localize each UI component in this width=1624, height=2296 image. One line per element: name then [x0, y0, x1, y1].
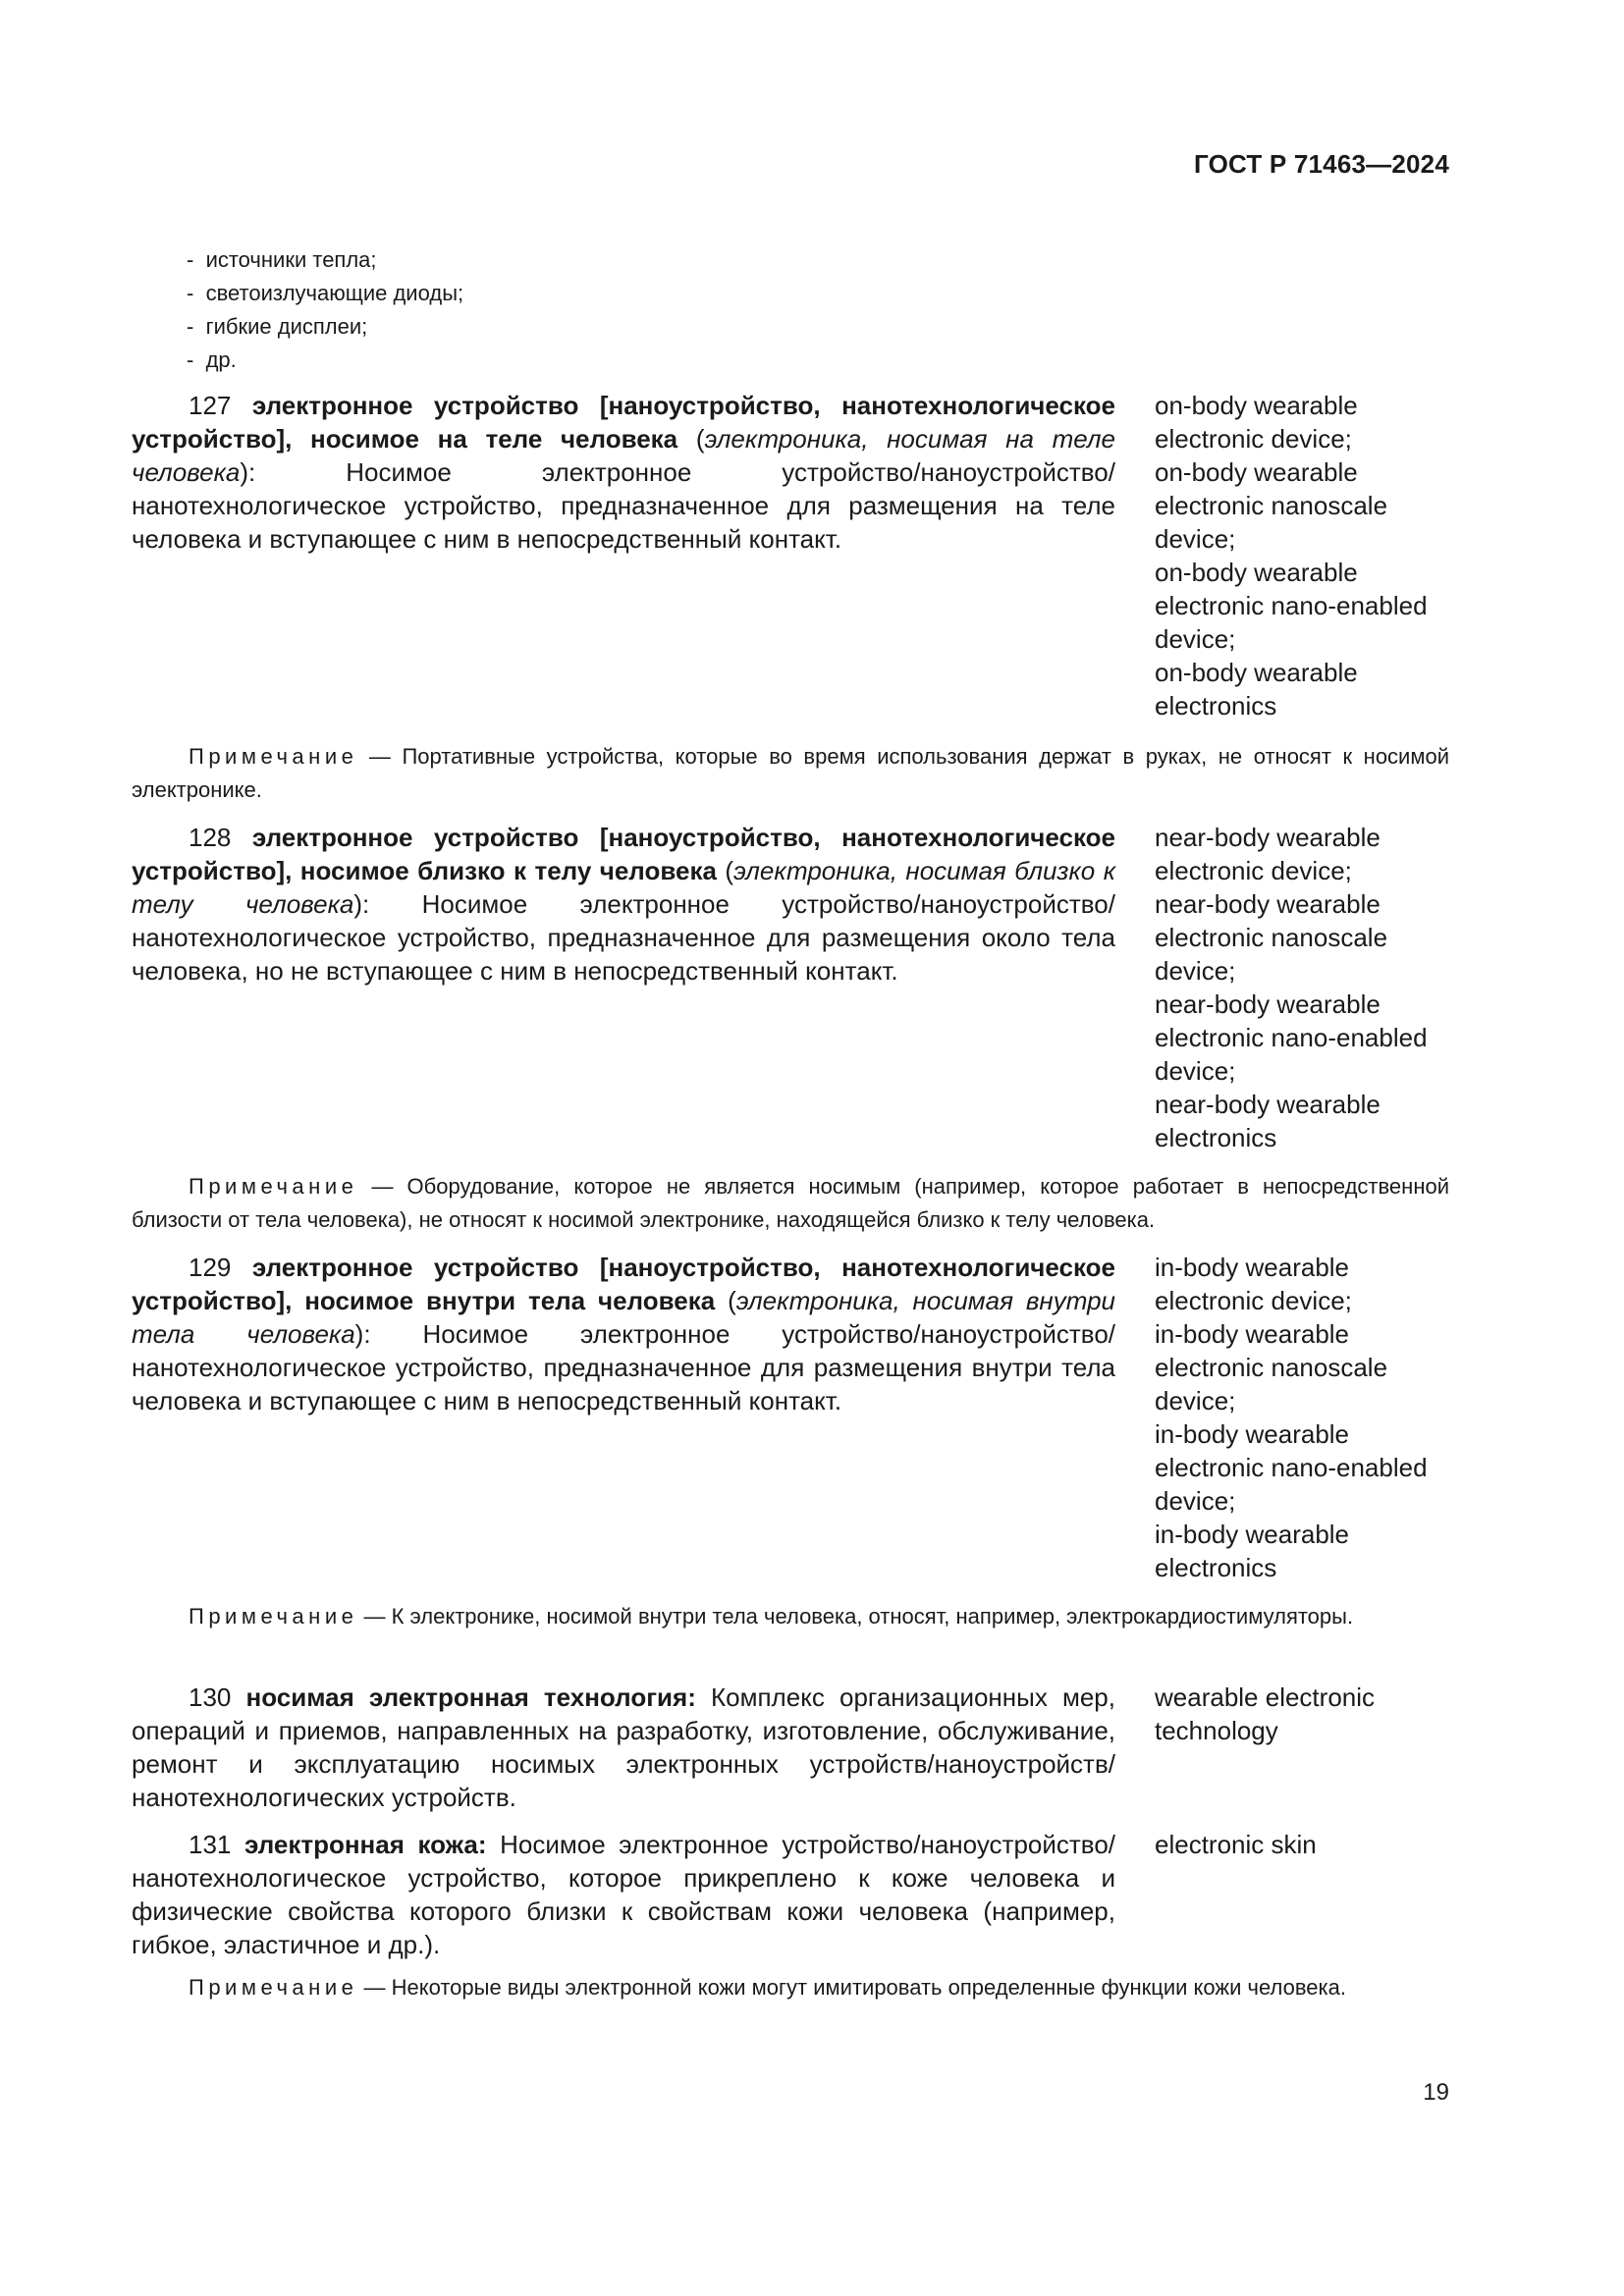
term-synonym: электроника, носимая на теле человека [132, 424, 1116, 487]
en-term: wearable electronic technology [1155, 1682, 1376, 1745]
note-label: Примечание [189, 1604, 358, 1629]
en-term: on-body wearable electronic nanoscale device; [1155, 457, 1388, 554]
en-term: near-body wearable electronics [1155, 1090, 1380, 1152]
en-term: on-body wearable electronic device; [1155, 391, 1358, 454]
en-term: in-body wearable electronic device; [1155, 1253, 1352, 1315]
note-label: Примечание [189, 744, 358, 769]
term-number: 130 [189, 1682, 232, 1712]
term-definition-text: Носимое электронное устройство/наноустройство/нанотехнологическое устройство, предназначенное для размещения внутри тела человека и вступающее с ним в непосредственный контакт. [132, 1319, 1115, 1415]
en-term: on-body wearable electronics [1155, 658, 1358, 721]
term-definition-ru: 128 электронное устройство [наноустройство, нанотехнологическое устройство], носимое близко к телу человека (электроника, носимая близко к телу человека): Носимое электронное устройство/наноустройство/нанотехнологическое устройство, предназначенное для размещения около тела человека, но не вступающее с ним в непосредственный контакт. [132, 823, 1115, 986]
term-entry-127 [132, 389, 1449, 722]
en-term: on-body wearable electronic nano-enabled device; [1155, 558, 1428, 654]
note-label: Примечание [189, 1174, 358, 1199]
page-number: 19 [1423, 2079, 1449, 2106]
term-number: 131 [189, 1830, 232, 1859]
term-equivalent-en [1155, 389, 1449, 722]
term-equivalent-en [1155, 1681, 1449, 1814]
term-title: электронное устройство [наноустройство, нанотехнологическое устройство], носимое внутри тела человека [132, 1253, 1115, 1315]
list-item: - источники тепла; [187, 243, 463, 277]
term-definition-ru [132, 1681, 1115, 1814]
note [132, 1971, 1449, 2004]
note-text: — Некоторые виды электронной кожи могут имитировать определенные функции кожи человека. [363, 1975, 1346, 2000]
en-term: near-body wearable electronic device; [1155, 823, 1380, 885]
list-item: - гибкие дисплеи; [187, 310, 463, 344]
note-label: Примечание [189, 1975, 358, 2000]
term-definition-text: Носимое электронное устройство/наноустройство/нанотехнологическое устройство, предназначенное для размещения около тела человека, но не вступающее с ним в непосредственный контакт. [132, 889, 1115, 986]
document-id: ГОСТ Р 71463—2024 [1194, 149, 1449, 179]
en-term: electronic skin [1155, 1830, 1317, 1859]
term-entry-128 [132, 821, 1449, 1154]
en-term: in-body wearable electronic nanoscale device; [1155, 1319, 1388, 1415]
term-title: носимая электронная технология: [245, 1682, 696, 1712]
term-synonym: электроника, носимая внутри тела человека [132, 1286, 1115, 1349]
term-definition-ru: 127 электронное устройство [наноустройство, нанотехнологическое устройство], носимое на теле человека (электроника, носимая на теле человека): Носимое электронное устройство/наноустройство/нанотехнологическое устройство, предназначенное для размещения на теле человека и вступающее с ним в непосредственный контакт. [132, 391, 1116, 554]
term-definition-text: Носимое электронное устройство/наноустройство/нанотехнологическое устройство, которое прикреплено к коже человека и физические свойства которого близки к свойствам кожи человека (например, гибкое, эластичное и др.). [132, 1830, 1116, 1959]
term-number: 128 [189, 823, 232, 852]
term-entry-131 [132, 1828, 1449, 1961]
term-entry-130 [132, 1681, 1449, 1814]
term-definition-text: Комплекс организационных мер, операций и приемов, направленных на разработку, изготовление, обслуживание, ремонт и эксплуатацию носимых электронных устройств/наноустройств/нанотехнологических устройств. [132, 1682, 1115, 1812]
term-entry-129 [132, 1251, 1449, 1584]
en-term: in-body wearable electronics [1155, 1520, 1350, 1582]
term-title: электронное устройство [наноустройство, нанотехнологическое устройство], носимое близко к телу человека [132, 823, 1115, 885]
list-item: - др. [187, 344, 463, 377]
term-equivalent-en [1155, 1251, 1449, 1584]
term-equivalent-en [1155, 1828, 1449, 1961]
term-synonym: электроника, носимая близко к телу человека [132, 856, 1115, 919]
term-definition-text: Носимое электронное устройство/наноустройство/нанотехнологическое устройство, предназначенное для размещения на теле человека и вступающее с ним в непосредственный контакт. [132, 457, 1115, 554]
term-definition-ru [132, 1828, 1115, 1961]
term-title: электронное устройство [наноустройство, нанотехнологическое устройство], носимое на теле человека [132, 391, 1115, 454]
note-text: — К электронике, носимой внутри тела человека, относят, например, электрокардиостимуляторы. [363, 1604, 1354, 1629]
note-text: — Портативные устройства, которые во время использования держат в руках, не относят к носимой электронике. [132, 744, 1449, 802]
term-definition-ru: 129 электронное устройство [наноустройство, нанотехнологическое устройство], носимое внутри тела человека (электроника, носимая внутри тела человека): Носимое электронное устройство/наноустройство/нанотехнологическое устройство, предназначенное для размещения внутри тела человека и вступающее с ним в непосредственный контакт. [132, 1253, 1115, 1415]
en-term: in-body wearable electronic nano-enabled device; [1155, 1419, 1428, 1516]
note-text: — Оборудование, которое не является носимым (например, которое работает в непосредственной близости от тела человека), не относят к носимой электронике, находящейся близко к телу человека. [132, 1174, 1449, 1232]
note [132, 1600, 1449, 1633]
note [132, 1170, 1449, 1237]
bullet-list [187, 243, 463, 377]
term-equivalent-en [1155, 821, 1449, 1154]
term-number: 129 [189, 1253, 232, 1282]
term-title: электронная кожа: [244, 1830, 487, 1859]
en-term: near-body wearable electronic nanoscale device; [1155, 889, 1388, 986]
list-item: - светоизлучающие диоды; [187, 277, 463, 310]
term-number: 127 [189, 391, 232, 420]
en-term: near-body wearable electronic nano-enabled device; [1155, 989, 1428, 1086]
note [132, 740, 1449, 807]
